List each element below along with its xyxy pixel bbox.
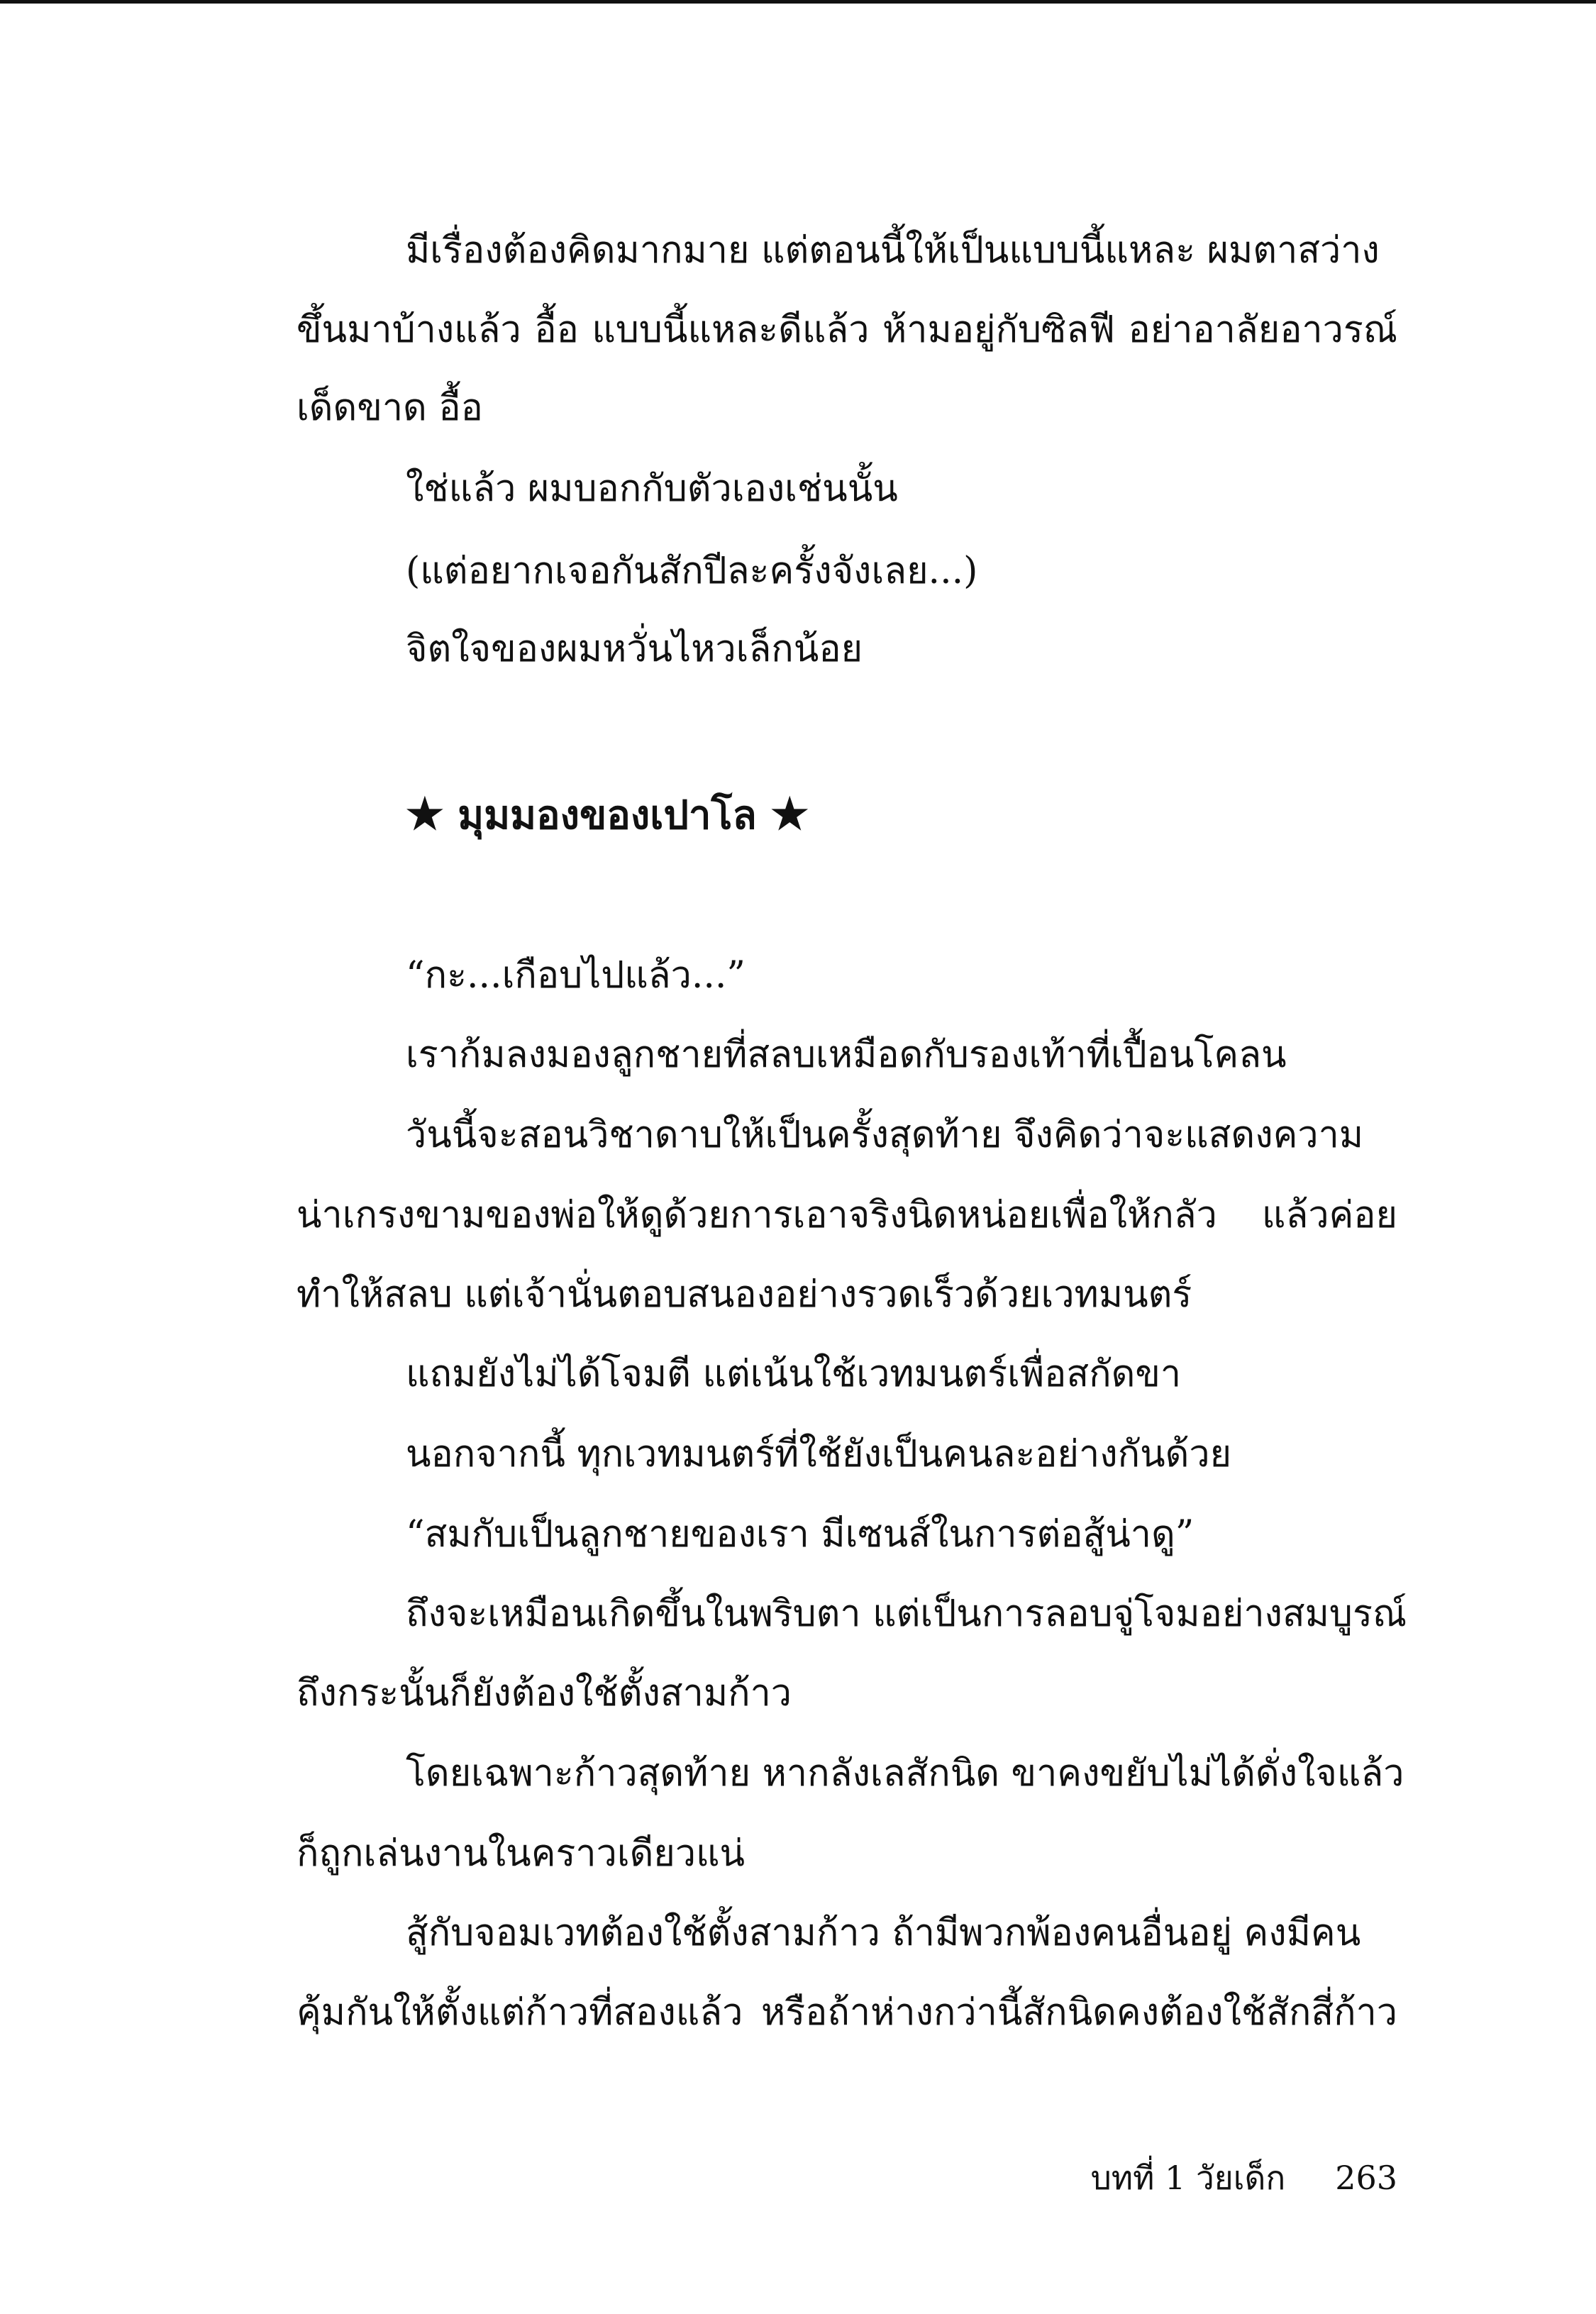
text-line: (แต่อยากเจอกันสักปีละครั้งจังเลย...) — [406, 550, 978, 592]
text-line: ทำให้สลบ แต่เจ้านั่นตอบสนองอย่างรวดเร็วด้วยเวทมนตร์ — [297, 1273, 1192, 1316]
text-line: โดยเฉพาะก้าวสุดท้าย หากลังเลสักนิด ขาคงขยับไม่ได้ดั่งใจแล้ว — [406, 1752, 1404, 1795]
text-line: ถึงกระนั้นก็ยังต้องใช้ตั้งสามก้าว — [297, 1672, 792, 1715]
text-line: เราก้มลงมองลูกชายที่สลบเหมือดกับรองเท้าที่เปื้อนโคลน — [406, 1034, 1287, 1076]
page-footer — [1091, 2157, 1397, 2199]
text-line: นอกจากนี้ ทุกเวทมนตร์ที่ใช้ยังเป็นคนละอย่างกันด้วย — [406, 1433, 1232, 1476]
star-icon: ★ — [406, 790, 444, 839]
page-number: 263 — [1335, 2159, 1397, 2197]
text-line: ถึงจะเหมือนเกิดขึ้นในพริบตา แต่เป็นการลอบจู่โจมอย่างสมบูรณ์ — [406, 1593, 1407, 1635]
section-heading-text: มุมมองของเปาโล — [458, 792, 757, 838]
star-icon: ★ — [770, 790, 809, 839]
text-line: ก็ถูกเล่นงานในคราวเดียวแน่ — [297, 1832, 746, 1875]
section-heading — [406, 786, 809, 843]
text-line: เด็ดขาด อื้อ — [297, 387, 483, 429]
text-line: แถมยังไม่ได้โจมตี แต่เน้นใช้เวทมนตร์เพื่อสกัดขา — [406, 1353, 1182, 1395]
text-line: “สมกับเป็นลูกชายของเรา มีเซนส์ในการต่อสู้น่าดู” — [406, 1513, 1195, 1556]
text-line: จิตใจของผมหวั่นไหวเล็กน้อย — [406, 628, 863, 670]
text-line: ใช่แล้ว ผมบอกกับตัวเองเช่นนั้น — [406, 467, 898, 510]
text-line: น่าเกรงขามของพ่อให้ดูด้วยการเอาจริงนิดหน่อยเพื่อให้กลัว แล้วค่อย — [297, 1194, 1397, 1236]
text-line: ขึ้นมาบ้างแล้ว อื้อ แบบนี้แหละดีแล้ว ห้ามอยู่กับซิลฟี อย่าอาลัยอาวรณ์ — [297, 309, 1397, 351]
text-line: “กะ...เกือบไปแล้ว...” — [406, 954, 746, 997]
text-line: สู้กับจอมเวทต้องใช้ตั้งสามก้าว ถ้ามีพวกพ้องคนอื่นอยู่ คงมีคน — [406, 1912, 1361, 1954]
text-line: วันนี้จะสอนวิชาดาบให้เป็นครั้งสุดท้าย จึงคิดว่าจะแสดงความ — [406, 1114, 1364, 1156]
chapter-label: บทที่ 1 วัยเด็ก — [1090, 2159, 1286, 2197]
text-line: มีเรื่องต้องคิดมากมาย แต่ตอนนี้ให้เป็นแบบนี้แหละ ผมตาสว่าง — [406, 229, 1380, 272]
text-line: คุ้มกันให้ตั้งแต่ก้าวที่สองแล้ว หรือถ้าห่างกว่านี้สักนิดคงต้องใช้สักสี่ก้าว — [297, 1991, 1397, 2034]
